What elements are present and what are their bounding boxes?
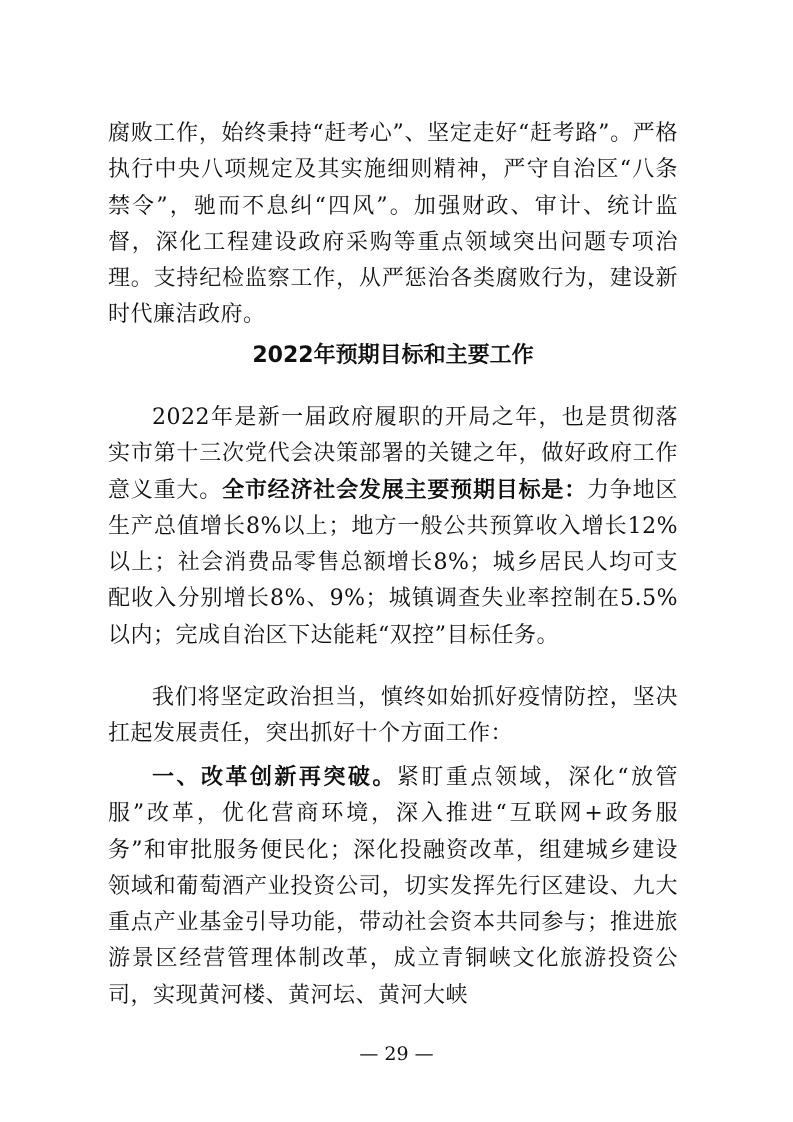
paragraph-anti-corruption: [108, 116, 678, 334]
paragraph-intro-text: 2022年是新一届政府履职的开局之年，也是贯彻落实市第十三次党代会决策部署的关键之年，做好政府工作意义重大。: [108, 405, 678, 503]
paragraph-commitment-text: 我们将坚定政治担当，慎终如始抓好疫情防控，坚决扛起发展责任，突出抓好十个方面工作：: [108, 685, 678, 747]
targets-lead-bold: 全市经济社会发展主要预期目标是：: [222, 477, 588, 503]
paragraph-text: 腐败工作，始终秉持“赶考心”、坚定走好“赶考路”。严格执行中央八项规定及其实施细则精神，严守自治区“八条禁令”，驰而不息纠“四风”。加强财政、审计、统计监督，深化工程建设政府采购等重点领域突出问题专项治理。支持纪检监察工作，从严惩治各类腐败行为，建设新时代廉洁政府。: [108, 121, 678, 328]
reform-text: 紧盯重点领域，深化“放管服”改革，优化营商环境，深入推进“互联网+政务服务”和审批服务便民化；深化投融资改革，组建城乡建设领域和葡萄酒产业投资公司，切实发挥先行区建设、九大重点产业基金引导功能，带动社会资本共同参与；推进旅游景区经营管理体制改革，成立青铜峡文化旅游投资公司，实现黄河楼、黄河坛、黄河大峡: [108, 765, 678, 1008]
paragraph-reform: [108, 760, 678, 1014]
reform-lead-bold: 一、改革创新再突破。: [152, 765, 397, 790]
targets-text: 力争地区生产总值增长8%以上；地方一般公共预算收入增长12%以上；社会消费品零售总额增长8%；城乡居民人均可支配收入分别增长8%、9%；城镇调查失业率控制在5.5%以内；完成自治区下达能耗“双控”目标任务。: [108, 477, 678, 648]
page-number: — 29 —: [359, 1043, 434, 1065]
paragraph-reform-body: [108, 760, 678, 1014]
paragraph-commitment: [108, 680, 678, 753]
section-heading: 2022年预期目标和主要工作: [252, 343, 534, 368]
paragraph-targets-body: [108, 400, 678, 654]
paragraph-targets: [108, 400, 678, 654]
